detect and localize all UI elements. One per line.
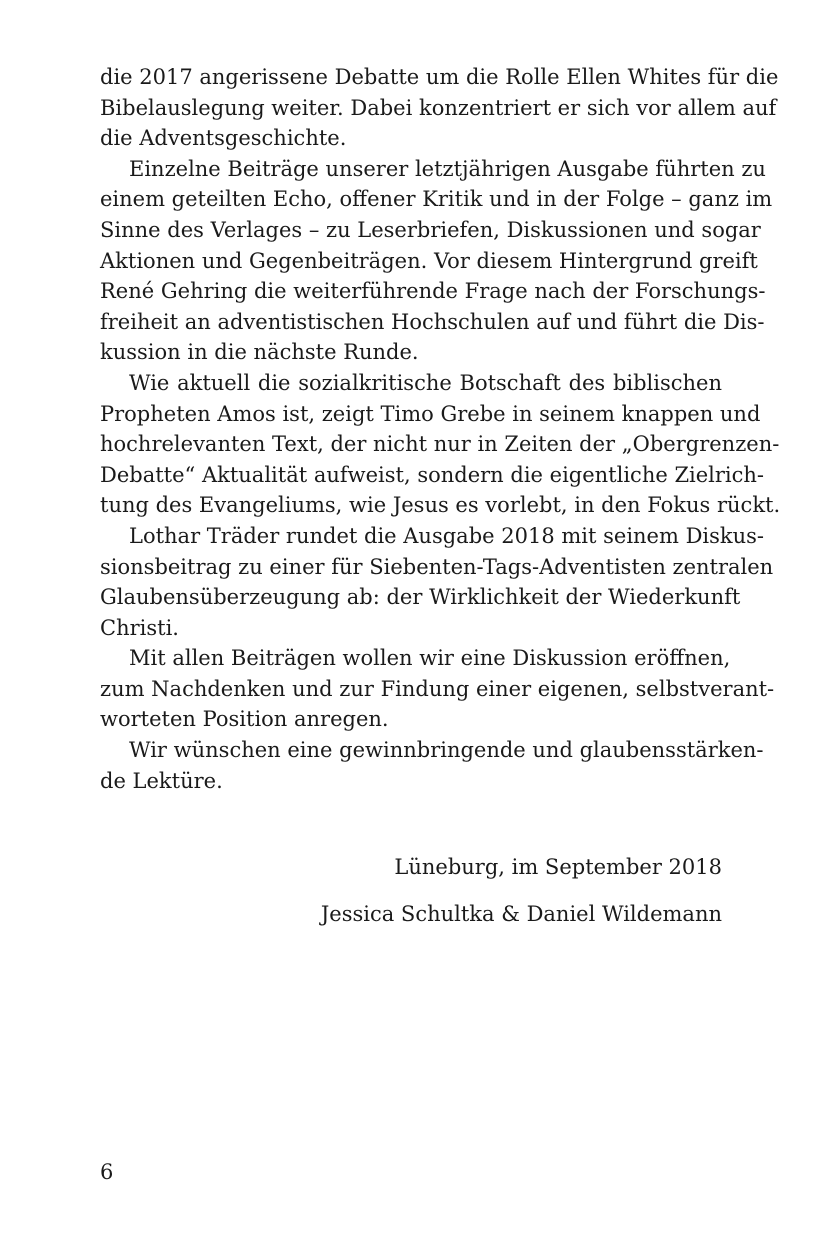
text-line: sionsbeitrag zu einer für Siebenten-Tags-Adventisten zentralen [100,554,774,579]
body-text [100,62,781,796]
text-line: Wie aktuell die sozialkritische Botschaft des biblischen [129,370,722,395]
text-line: Aktionen und Gegenbeiträgen. Vor diesem Hintergrund greift [100,248,758,273]
signature-authors: Jessica Schultka & Daniel Wildemann [320,902,722,926]
text-line: die 2017 angerissene Debatte um die Rolle Ellen Whites für die [100,65,779,89]
text-line: Mit allen Beiträgen wollen wir eine Diskussion eröffnen, [129,646,731,671]
text-line: tung des Evangeliums, wie Jesus es vorlebt, in den Fokus rückt. [100,493,781,518]
text-line: zum Nachdenken und zur Findung einer eigenen, selbstverant- [100,676,775,701]
text-line: Christi. [100,615,179,640]
signature-place-date: Lüneburg, im September 2018 [394,855,722,879]
text-line: Wir wünschen eine gewinnbringende und glaubensstärken- [129,738,764,763]
text-line: René Gehring die weiterführende Frage nach der Forschungs- [100,279,766,304]
text-line: de Lektüre. [100,768,223,793]
text-line: Debatte“ Aktualität aufweist, sondern die eigentliche Zielrich- [100,462,765,487]
text-line: kussion in die nächste Runde. [100,340,419,365]
page-number: 6 [100,1160,114,1184]
text-line: einem geteilten Echo, offener Kritik und in der Folge – ganz im [100,187,773,212]
text-line: Propheten Amos ist, zeigt Timo Grebe in seinem knappen und [100,401,761,426]
text-line: Glaubensüberzeugung ab: der Wirklichkeit der Wiederkunft [100,585,741,610]
text-line: worteten Position anregen. [100,707,389,732]
text-line: Sinne des Verlages – zu Leserbriefen, Diskussionen und sogar [100,217,761,242]
text-line: Lothar Träder rundet die Ausgabe 2018 mit seinem Diskus- [129,523,765,548]
text-line: freiheit an adventistischen Hochschulen auf und führt die Dis- [100,309,765,334]
text-line: hochrelevanten Text, der nicht nur in Zeiten der „Obergrenzen- [100,432,780,457]
text-line: die Adventsgeschichte. [100,126,347,151]
text-line: Bibelauslegung weiter. Dabei konzentriert er sich vor allem auf [100,95,777,120]
text-line: Einzelne Beiträge unserer letztjährigen Ausgabe führten zu [129,156,766,181]
